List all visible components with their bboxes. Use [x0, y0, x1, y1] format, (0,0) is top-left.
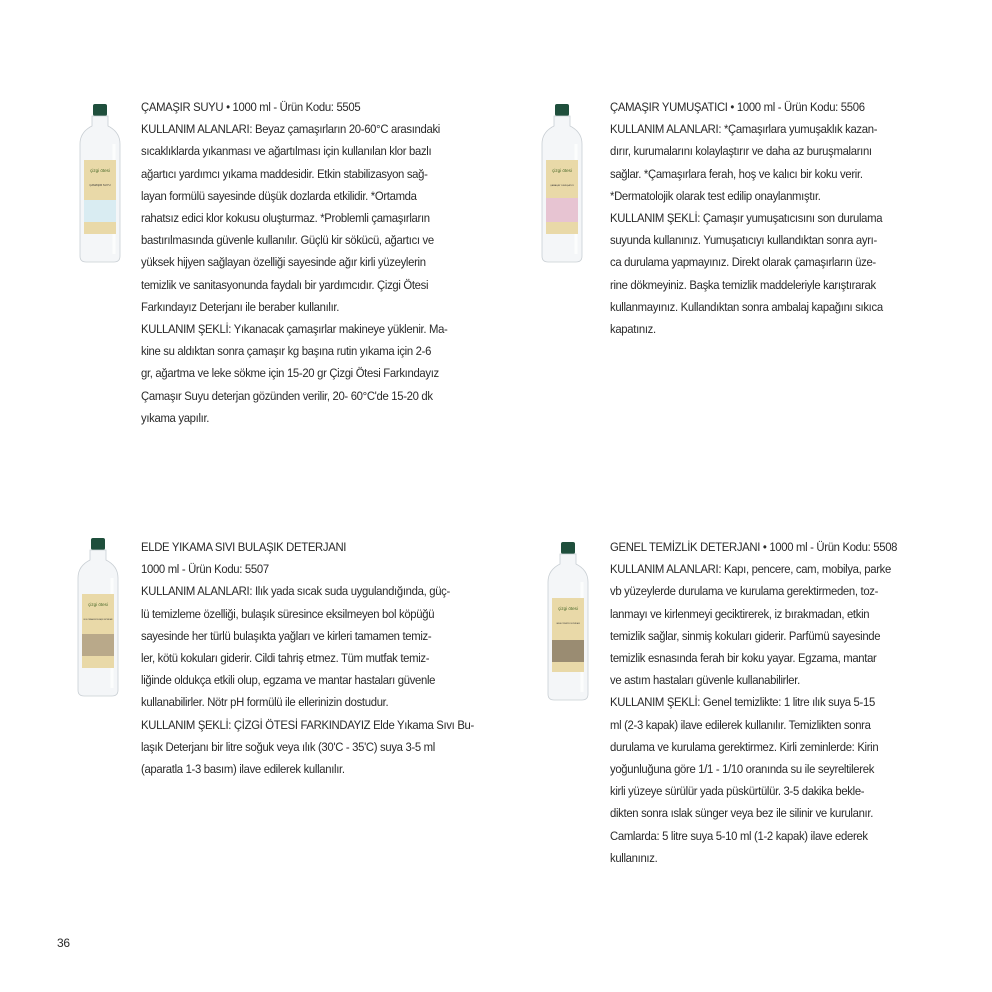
description-line: laşık Deterjanı bir litre soğuk veya ılık (30'C - 35'C) suya 3-5 ml	[141, 739, 435, 754]
product-description	[141, 96, 495, 429]
bottle-product-text: GENEL TEMİZLİK DETERJANI	[556, 623, 580, 625]
description-line: KULLANIM ŞEKLİ: Çamaşır yumuşatıcısını son durulama	[610, 211, 883, 226]
description-line: Camlarda: 5 litre suya 5-10 ml (1-2 kapak) ilave ederek	[610, 828, 868, 843]
product-description	[610, 536, 934, 869]
description-line: yüksek hijyen sağlayan özelliği sayesinde ağır kirli yüzeylerin	[141, 255, 426, 270]
description-line: dırır, kurumalarını kolaylaştırır ve daha az buruşmalarını	[610, 144, 872, 159]
description-line: kullanınız.	[610, 850, 658, 865]
description-line: ve astım hastaları güvenle kullanabilirler.	[610, 673, 800, 688]
description-line: layan formülü sayesinde düşük dozlarda etkilidir. *Ortamda	[141, 188, 417, 203]
description-line: *Dermatolojik olarak test edilip onaylanmıştır.	[610, 188, 821, 203]
description-line: KULLANIM ALANLARI: Beyaz çamaşırların 20-60°C arasındaki	[141, 122, 440, 137]
description-line: KULLANIM ALANLARI: *Çamaşırlara yumuşaklık kazan-	[610, 122, 878, 137]
product-title-line: ÇAMAŞIR SUYU • 1000 ml - Ürün Kodu: 5505	[141, 100, 361, 114]
description-line: bastırılmasında güvenle kullanılır. Güçlü kir sökücü, ağartıcı ve	[141, 233, 434, 248]
description-line: sıcaklıklarda yıkanması ve ağartılması için kullanılan klor bazlı	[141, 144, 432, 159]
dish-detergent-bottle-image	[76, 538, 120, 698]
product-title-line: ÇAMAŞIR YUMUŞATICI • 1000 ml - Ürün Kodu: 5506	[610, 100, 865, 114]
description-line: KULLANIM ALANLARI: Ilık yada sıcak suda uygulandığında, güç-	[141, 584, 450, 599]
description-line: yoğunluğuna göre 1/1 - 1/10 oranında su ile seyreltilerek	[610, 762, 875, 777]
description-line: temizlik esnasında ferah bir koku yayar. Egzama, mantar	[610, 651, 877, 666]
bottle-brand-text: çizgi ötesi	[88, 602, 108, 607]
description-line: rahatsız edici klor kokusu oluşturmaz. *Problemli çamaşırların	[141, 211, 430, 226]
description-line: KULLANIM ALANLARI: Kapı, pencere, cam, mobilya, parke	[610, 562, 891, 577]
description-line: KULLANIM ŞEKLİ: Genel temizlikte: 1 litre ılık suya 5-15	[610, 695, 875, 710]
bottle-product-text: ELDE YIKAMA SIVI BULAŞIK DETERJANI	[83, 620, 113, 621]
softener-bottle-image	[540, 104, 584, 264]
description-line: ca durulama yapmayınız. Direkt olarak çamaşırların üze-	[610, 255, 876, 270]
product-description	[610, 96, 934, 340]
description-line: KULLANIM ŞEKLİ: Yıkanacak çamaşırlar makineye yüklenir. Ma-	[141, 322, 448, 337]
description-line: KULLANIM ŞEKLİ: ÇİZGİ ÖTESİ FARKINDAYIZ Elde Yıkama Sıvı Bu-	[141, 717, 474, 732]
general-cleaner-bottle-image	[546, 542, 590, 702]
description-line: sağlar. *Çamaşırlara ferah, hoş ve kalıcı bir koku verir.	[610, 166, 863, 181]
description-line: kine su aldıktan sonra çamaşır kg başına rutin yıkama için 2-6	[141, 344, 432, 359]
bottle-brand-text: çizgi ötesi	[90, 168, 110, 173]
description-line: Farkındayız Deterjanı ile beraber kullanılır.	[141, 299, 340, 314]
description-line: yıkama yapılır.	[141, 410, 210, 425]
description-line: dikten sonra ıslak sünger veya bez ile silinir ve kurulanır.	[610, 806, 874, 821]
bottle-product-text: ÇAMAŞIR YUMUŞATICI	[550, 185, 574, 187]
description-line: ml (2-3 kapak) ilave edilerek kullanılır. Temizlikten sonra	[610, 717, 871, 732]
description-line: Çamaşır Suyu deterjan gözünden verilir, 20- 60°C'de 15-20 dk	[141, 388, 433, 403]
bleach-bottle-image	[78, 104, 122, 264]
bottle-product-text: ÇAMAŞIR SUYU	[89, 183, 111, 187]
bottle-brand-text: çizgi ötesi	[552, 168, 572, 173]
bottle-brand-text: çizgi ötesi	[558, 606, 578, 611]
product-title-line: ELDE YIKAMA SIVI BULAŞIK DETERJANI	[141, 540, 347, 554]
description-line: liğinde oldukça etkili olup, egzama ve mantar hastaları güvenle	[141, 673, 436, 688]
description-line: ler, kötü kokuları giderir. Cildi tahriş etmez. Tüm mutfak temiz-	[141, 651, 430, 666]
description-line: kapatınız.	[610, 322, 656, 337]
page-number: 36	[57, 936, 70, 950]
description-line: kullanmayınız. Kullandıktan sonra ambalaj kapağını sıkıca	[610, 299, 883, 314]
description-line: durulama ve kurulama gerektirmez. Kirli zeminlerde: Kirin	[610, 739, 879, 754]
description-line: ağartıcı yardımcı yıkama maddesidir. Etkin stabilizasyon sağ-	[141, 166, 428, 181]
description-line: suyunda kullanınız. Yumuşatıcıyı kullandıktan sonra ayrı-	[610, 233, 877, 248]
product-description	[141, 536, 495, 780]
description-line: (aparatla 1-3 basım) ilave edilerek kullanılır.	[141, 762, 345, 777]
description-line: rine dökmeyiniz. Başka temizlik maddeleriyle karıştırarak	[610, 277, 876, 292]
description-line: sayesinde her türlü bulaşıkta yağları ve kirleri tamamen temiz-	[141, 628, 432, 643]
description-line: kirli yüzeye sürülür yada püskürtülür. 3-5 dakika bekle-	[610, 784, 865, 799]
description-line: lanmayı ve kirlenmeyi geciktirerek, iz bırakmadan, etkin	[610, 606, 870, 621]
description-line: 1000 ml - Ürün Kodu: 5507	[141, 562, 269, 577]
description-line: lü temizleme özelliği, bulaşık süresince eksilmeyen bol köpüğü	[141, 606, 435, 621]
product-title-line: GENEL TEMİZLİK DETERJANI • 1000 ml - Ürün Kodu: 5508	[610, 540, 898, 554]
description-line: temizlik sağlar, sinmiş kokuları giderir. Parfümü sayesinde	[610, 628, 881, 643]
description-line: vb yüzeylerde durulama ve kurulama gerektirmeden, toz-	[610, 584, 879, 599]
description-line: gr, ağartma ve leke sökme için 15-20 gr Çizgi Ötesi Farkındayız	[141, 366, 439, 381]
description-line: temizlik ve sanitasyonunda faydalı bir yardımcıdır. Çizgi Ötesi	[141, 277, 429, 292]
description-line: kullanabilirler. Nötr pH formülü ile ellerinizin dostudur.	[141, 695, 389, 710]
